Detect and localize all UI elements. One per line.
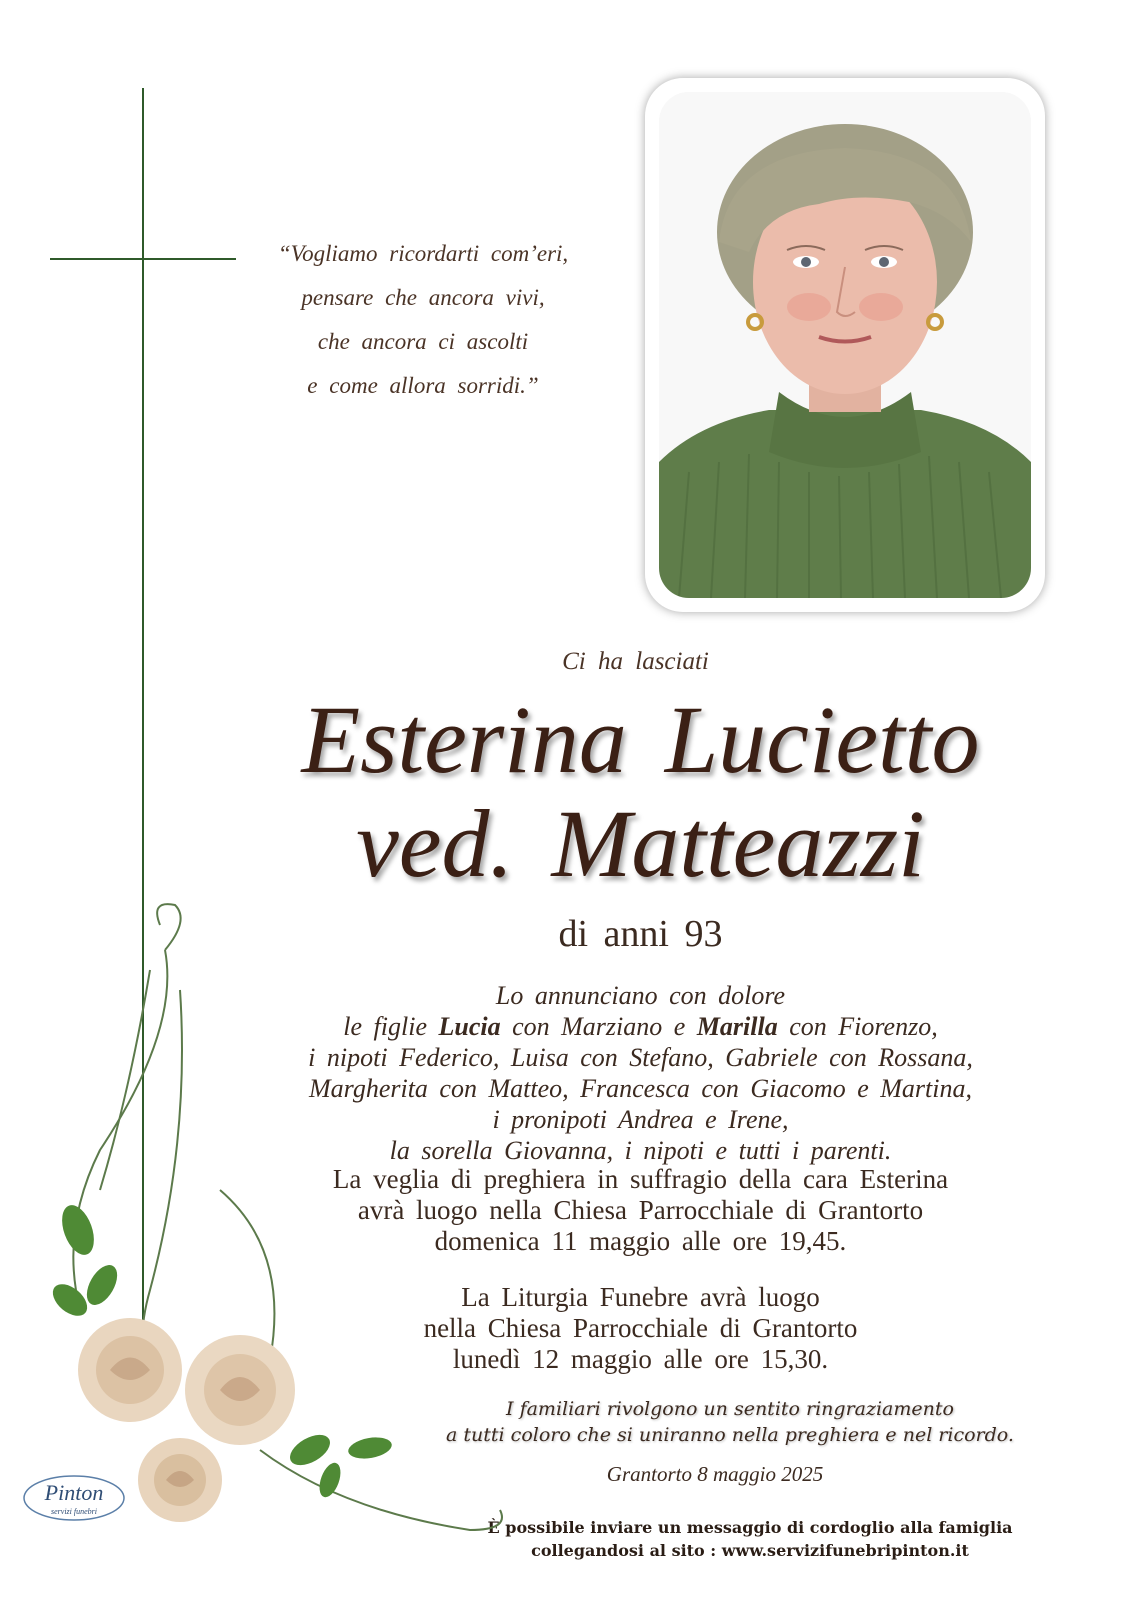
- funeral-line: lunedì 12 maggio alle ore 15,30.: [452, 1344, 829, 1374]
- daughter-name: Marilla: [696, 1012, 778, 1041]
- announce-text: le figlie: [343, 1012, 439, 1041]
- funeral-line: nella Chiesa Parrocchiale di Grantorto: [423, 1313, 858, 1343]
- announce-line: i pronipoti Andrea e Irene,: [492, 1105, 789, 1134]
- announce-text: con Marziano e: [500, 1012, 697, 1041]
- quote-line: pensare che ancora vivi,: [301, 285, 545, 310]
- quote-line: e come allora sorridi.”: [307, 373, 539, 398]
- portrait-frame: [645, 78, 1045, 612]
- cross-horizontal-bar: [50, 258, 236, 260]
- portrait-photo: [659, 92, 1031, 598]
- pinton-logo: [20, 1470, 128, 1526]
- funeral-line: La Liturgia Funebre avrà luogo: [461, 1282, 820, 1312]
- vigil-line: La veglia di preghiera in suffragio della cara Esterina: [332, 1164, 949, 1194]
- quote-line: che ancora ci ascolti: [317, 329, 529, 354]
- announce-line: Margherita con Matteo, Francesca con Giacomo e Martina,: [309, 1074, 972, 1103]
- deceased-name: [150, 688, 1131, 896]
- vigil-line: domenica 11 maggio alle ore 19,45.: [434, 1226, 847, 1256]
- footer-line: È possibile inviare un messaggio di cordoglio alla famiglia: [487, 1518, 1013, 1537]
- announce-line: Lo annunciano con dolore: [495, 981, 786, 1010]
- vigil-line: avrà luogo nella Chiesa Parrocchiale di Grantorto: [357, 1195, 924, 1225]
- announce-line: la sorella Giovanna, i nipoti e tutti i parenti.: [389, 1136, 892, 1165]
- svg-text:servizi funebri: servizi funebri: [51, 1507, 97, 1516]
- name-line-2: ved. Matteazzi: [356, 790, 925, 897]
- svg-text:Pinton: Pinton: [44, 1480, 104, 1505]
- quote-line: “Vogliamo ricordarti com’eri,: [277, 241, 569, 266]
- thanks-line: I familiari rivolgono un sentito ringraziamento: [506, 1398, 954, 1420]
- intro-text: Ci ha lasciati: [562, 648, 709, 675]
- announce-line: i nipoti Federico, Luisa con Stefano, Gabriele con Rossana,: [308, 1043, 973, 1072]
- name-line-1: Esterina Lucietto: [301, 686, 980, 793]
- daughter-name: Lucia: [438, 1012, 501, 1041]
- age-text: di anni 93: [558, 913, 723, 955]
- thanks-line: a tutti coloro che si uniranno nella preghiera e nel ricordo.: [446, 1424, 1014, 1446]
- dateline: Grantorto 8 maggio 2025: [606, 1462, 824, 1486]
- footer-line: collegandosi al sito : www.servizifunebripinton.it: [531, 1541, 969, 1560]
- memorial-quote: [238, 232, 608, 408]
- announce-text: con Fiorenzo,: [777, 1012, 938, 1041]
